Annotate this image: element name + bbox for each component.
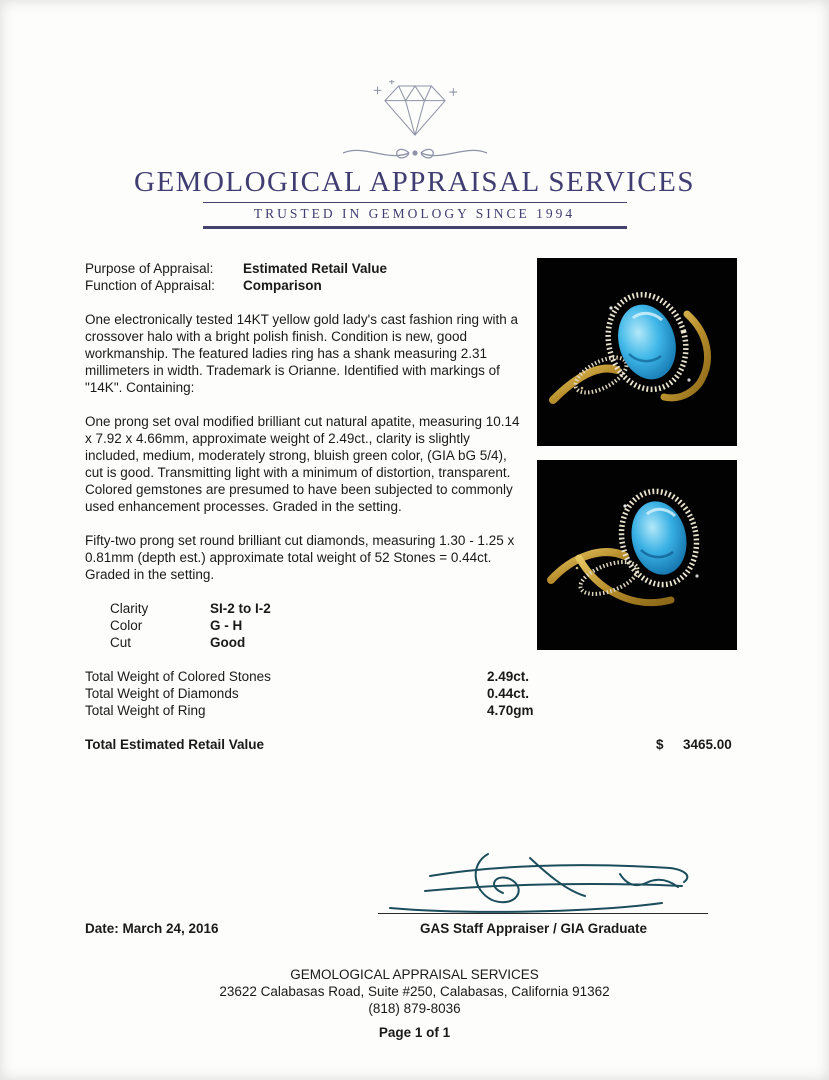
document-header bbox=[0, 80, 829, 229]
footer-address: 23622 Calabasas Road, Suite #250, Calabasas, California 91362 bbox=[219, 984, 610, 999]
description-paragraph-ring: One electronically tested 14KT yellow gold lady's cast fashion ring with a crossover halo with a bright polish finish. Condition is new, good workmanship. The featured ladies ring has a shank measuring 2.31 millimeters in width. Trademark is Orianne. Identified with markings of "14K". Containing: bbox=[85, 312, 519, 395]
function-label: Function of Appraisal: bbox=[85, 278, 215, 293]
retail-amount: 3465.00 bbox=[683, 737, 732, 752]
total-diamonds-row bbox=[85, 685, 737, 702]
purpose-label: Purpose of Appraisal: bbox=[85, 261, 214, 276]
appraisal-date: Date: March 24, 2016 bbox=[85, 921, 219, 936]
flourish-scroll-icon bbox=[0, 142, 829, 164]
footer-phone: (818) 879-8036 bbox=[368, 1001, 461, 1016]
cut-label: Cut bbox=[110, 635, 132, 650]
retail-value-label: Total Estimated Retail Value bbox=[85, 737, 265, 752]
total-colored-stones-label: Total Weight of Colored Stones bbox=[85, 669, 271, 684]
clarity-value: SI-2 to I-2 bbox=[210, 601, 271, 616]
retail-currency-symbol: $ bbox=[656, 737, 664, 752]
total-diamonds-value: 0.44ct. bbox=[487, 686, 530, 701]
cut-value: Good bbox=[210, 635, 246, 650]
description-paragraph-diamonds: Fifty-two prong set round brilliant cut diamonds, measuring 1.30 - 1.25 x 0.81mm (depth est.) approximate total weight of 52 Stones = 0.44ct. Graded in the setting. bbox=[85, 533, 515, 582]
total-ring-weight-label: Total Weight of Ring bbox=[85, 703, 206, 718]
rule-bottom bbox=[203, 226, 627, 229]
company-tagline: TRUSTED IN GEMOLOGY SINCE 1994 bbox=[253, 206, 576, 221]
total-colored-stones-row bbox=[85, 668, 737, 685]
signature-line bbox=[378, 913, 708, 914]
description-paragraph-apatite: One prong set oval modified brilliant cut natural apatite, measuring 10.14 x 7.92 x 4.66mm, approximate weight of 2.49ct., clarity is slightly included, medium, moderately strong, bluish green color, (GIA bG 5/4), cut is good. Transmitting light with a minimum of distortion, transparent. Colored gemstones are presumed to have been subjected to commonly used enhancement processes. Graded in the setting. bbox=[85, 414, 520, 514]
grading-table bbox=[110, 600, 737, 651]
total-colored-stones-value: 2.49ct. bbox=[487, 669, 530, 684]
function-row bbox=[85, 277, 737, 294]
company-title: GEMOLOGICAL APPRAISAL SERVICES bbox=[134, 166, 695, 198]
purpose-value: Estimated Retail Value bbox=[243, 261, 388, 276]
purpose-row bbox=[85, 260, 737, 277]
grading-row-color bbox=[110, 617, 737, 634]
header-rules bbox=[203, 202, 627, 229]
total-ring-weight-row bbox=[85, 702, 737, 719]
total-diamonds-label: Total Weight of Diamonds bbox=[85, 686, 239, 701]
diamond-logo-icon bbox=[0, 80, 829, 142]
appraiser-title: GAS Staff Appraiser / GIA Graduate bbox=[420, 921, 648, 936]
total-ring-weight-value: 4.70gm bbox=[487, 703, 534, 718]
totals-table bbox=[85, 668, 737, 719]
document-footer bbox=[0, 966, 829, 1041]
retail-value-row bbox=[85, 736, 737, 753]
page-number: Page 1 of 1 bbox=[378, 1025, 451, 1040]
color-value: G - H bbox=[210, 618, 243, 633]
appraisal-body bbox=[85, 260, 737, 753]
clarity-label: Clarity bbox=[110, 601, 149, 616]
grading-row-cut bbox=[110, 634, 737, 651]
appraiser-signature-graphic bbox=[370, 846, 710, 923]
color-label: Color bbox=[110, 618, 143, 633]
function-value: Comparison bbox=[243, 278, 322, 293]
grading-row-clarity bbox=[110, 600, 737, 617]
footer-company: GEMOLOGICAL APPRAISAL SERVICES bbox=[290, 967, 539, 982]
